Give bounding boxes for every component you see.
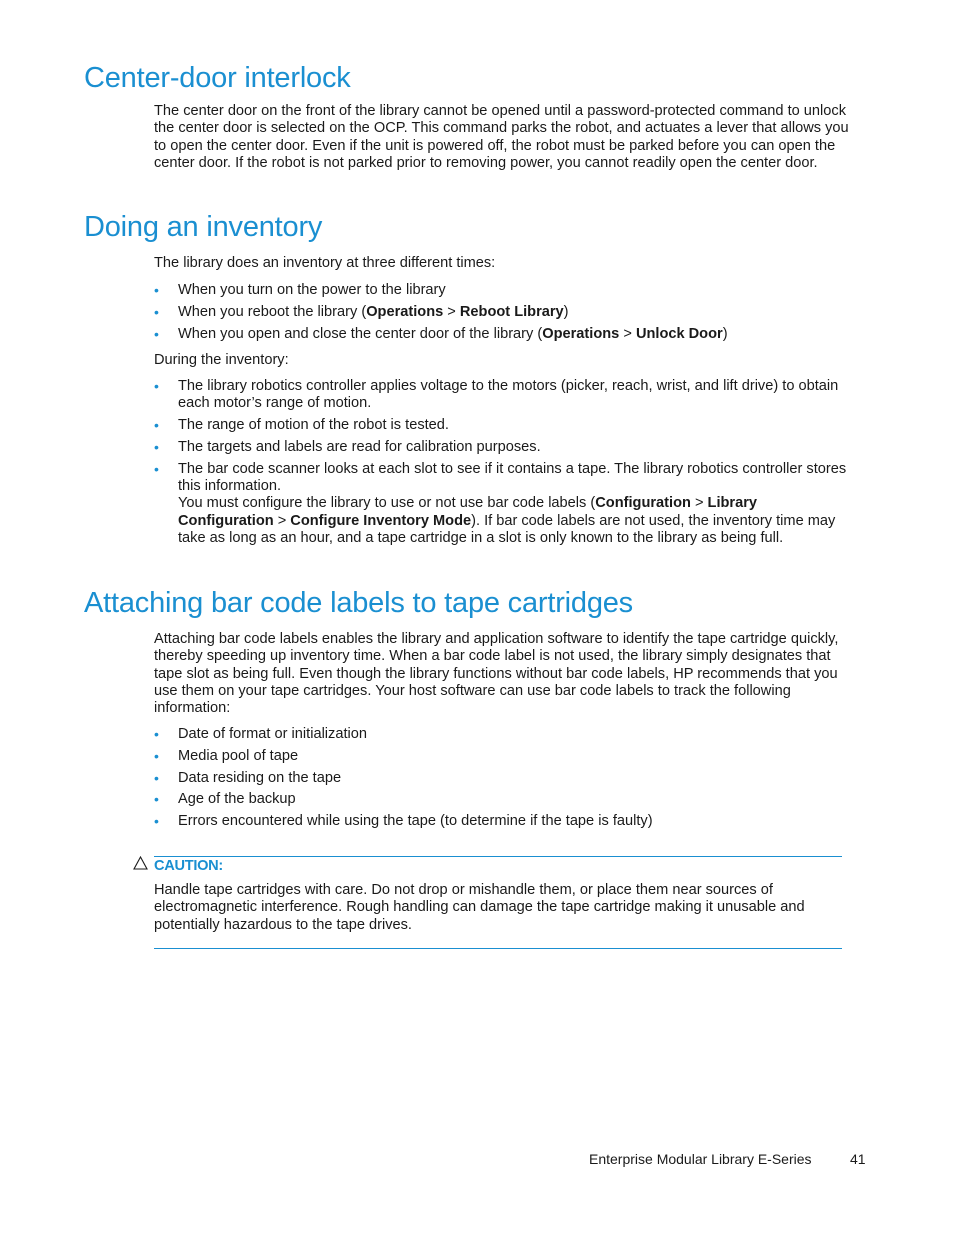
caution-label: CAUTION: <box>154 858 223 874</box>
list-item: • When you reboot the library (Operations > Reboot Library) <box>154 303 569 320</box>
inventory-times-list <box>154 282 854 343</box>
bullet-icon: • <box>154 813 159 830</box>
caution-text: Handle tape cartridges with care. Do not drop or mishandle them, or place them near sources of electromagnetic interference. Rough handling can damage the tape cartridge making it unusable and potentially hazardous to the tape drives. <box>154 882 805 933</box>
list-item: • Date of format or initialization <box>154 726 367 742</box>
list-item: • The library robotics controller applies voltage to the motors (picker, reach, wrist, and lift drive) to obtain each motor’s range of motion. <box>154 378 839 412</box>
bullet-icon: • <box>154 325 159 342</box>
list-item: • When you turn on the power to the library <box>154 282 446 298</box>
section-title-center-door-interlock: Center-door interlock <box>84 62 351 94</box>
inventory-steps-list <box>154 378 854 547</box>
bar-code-info-list <box>154 726 854 830</box>
footer-page-number: 41 <box>850 1151 866 1167</box>
caution-top-rule <box>154 856 842 857</box>
bullet-icon: • <box>154 303 159 320</box>
section-title-attaching-bar-code-labels: Attaching bar code labels to tape cartridges <box>84 587 633 619</box>
list-item: • The range of motion of the robot is tested. <box>154 417 449 434</box>
list-item: • The targets and labels are read for calibration purposes. <box>154 438 541 455</box>
bullet-icon: • <box>154 726 159 742</box>
menu-path-configure-inventory-mode: Configure Inventory Mode <box>290 512 472 529</box>
bar-code-paragraph: Attaching bar code labels enables the library and application software to identify the tape cartridge quickly, thereby speeding up inventory time. When a bar code label is not used, the library simply designates that tape slot as being full. Even though the library functions without bar code labels, HP recommends that you use them on your tape cartridges. Your host software can use bar code labels to track the following information: <box>154 631 839 717</box>
bullet-icon: • <box>154 417 159 434</box>
menu-path-unlock-door: Unlock Door <box>635 325 723 342</box>
footer-book-title: Enterprise Modular Library E-Series <box>589 1151 812 1167</box>
bullet-icon: • <box>154 791 159 808</box>
bullet-icon: • <box>154 378 159 394</box>
menu-path-reboot-library: Reboot Library <box>459 303 564 320</box>
bullet-icon: • <box>154 747 159 764</box>
list-item: • Errors encountered while using the tape (to determine if the tape is faulty) <box>154 813 653 830</box>
inventory-intro: The library does an inventory at three different times: <box>154 255 496 271</box>
menu-path-operations: Operations <box>542 325 620 342</box>
list-item: • The bar code scanner looks at each slot to see if it contains a tape. The library robotics controller stores this information. You must configure the library to use or not use bar code labels (Configuration > Library Configuration > Configure Inventory Mode). If bar code labels are not used, the inventory time may take as long as an hour, and a tape cartridge in a slot is only known to the library as being full. <box>154 460 847 546</box>
list-item: • Media pool of tape <box>154 747 299 764</box>
bullet-icon: • <box>154 438 159 455</box>
menu-path-configuration: Configuration <box>595 495 691 512</box>
bullet-icon: • <box>154 460 159 477</box>
warning-triangle-icon <box>133 856 148 870</box>
bullet-icon: • <box>154 769 159 786</box>
menu-path-operations: Operations <box>366 303 444 320</box>
center-door-paragraph: The center door on the front of the library cannot be opened until a password-protected command to unlock the center door is selected on the OCP. This command parks the robot, and actuates a lever that allows you to open the center door. Even if the unit is powered off, the robot must be parked before you can open the center door. If the robot is not parked prior to removing power, you cannot readily open the center door. <box>154 103 849 171</box>
list-item: • Age of the backup <box>154 791 296 808</box>
list-item: • When you open and close the center door of the library (Operations > Unlock Door) <box>154 325 728 342</box>
section-title-doing-an-inventory: Doing an inventory <box>84 211 323 243</box>
bar-code-config-note: You must configure the library to use or not use bar code labels (Configuration > Library Configuration > Configure Inventory Mode). If bar code labels are not used, the inventory time may take as long as an hour, and a tape cartridge in a slot is only known to the library as being full. <box>178 495 836 546</box>
caution-bottom-rule <box>154 948 842 949</box>
bullet-icon: • <box>154 282 159 298</box>
list-item: • Data residing on the tape <box>154 769 342 786</box>
inventory-during-label: During the inventory: <box>154 352 289 368</box>
menu-path-library-configuration: Library Configuration <box>178 495 758 529</box>
